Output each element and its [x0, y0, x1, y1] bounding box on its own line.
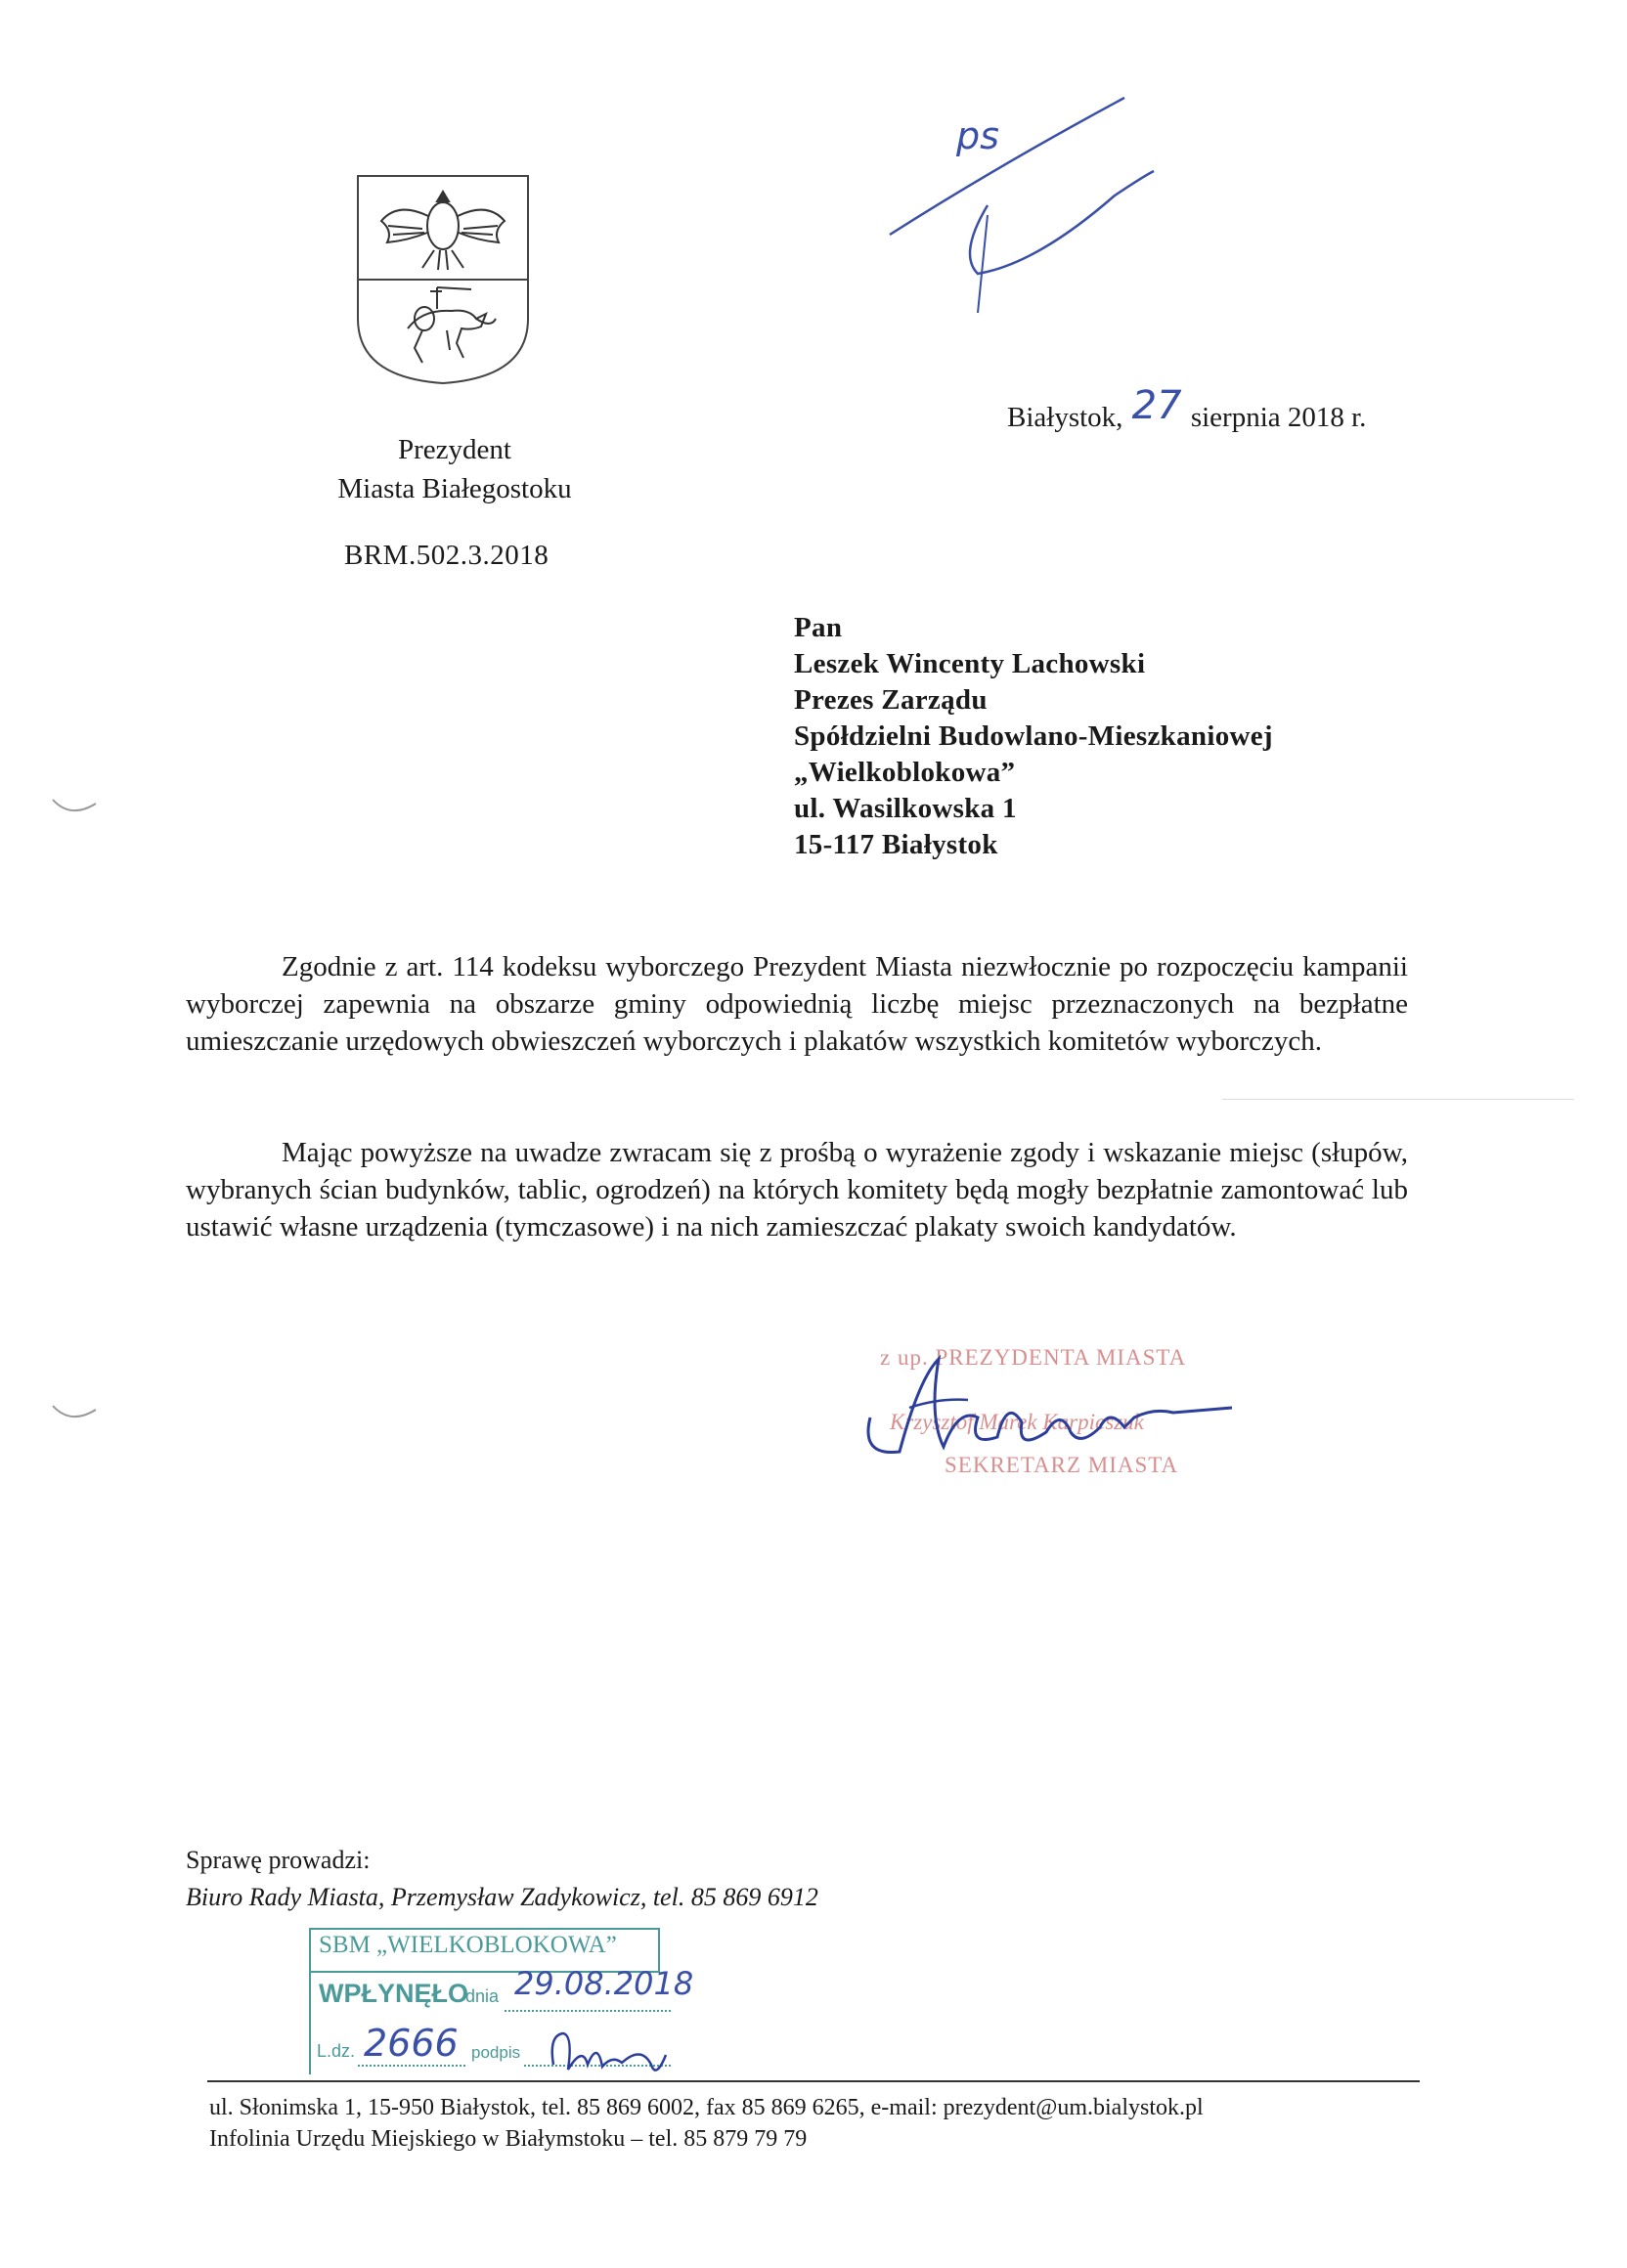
- footer-divider: [207, 2080, 1420, 2082]
- stamp-date-handwritten: 29.08.2018: [514, 1965, 694, 2002]
- date-month-year: sierpnia 2018 r.: [1190, 402, 1367, 433]
- reference-number: BRM.502.3.2018: [344, 540, 550, 571]
- received-stamp: [309, 1928, 700, 2082]
- stamp-number-handwritten: 2666: [364, 2022, 459, 2065]
- body-paragraph-2: [186, 1134, 1408, 1245]
- recipient-line: Prezes Zarządu: [794, 684, 988, 716]
- date-place: Białystok,: [1007, 402, 1123, 433]
- date-line: [1007, 383, 1367, 436]
- recipient-line: Leszek Wincenty Lachowski: [794, 648, 1146, 679]
- paragraph-text: Mając powyższe na uwadze zwracam się z prośbą o wyrażenie zgody i wskazanie miejsc (słupów, wybranych ścian budynków, tablic, ogrodzeń) na których komitety będą mogły bezpłatnie zamontować lub ustawić własne urządzenia (tymczasowe) i na nich zamieszczać plakaty swoich kandydatów.: [186, 1137, 1408, 1243]
- issuer-office: Miasta Białegostoku: [337, 473, 572, 504]
- stamp-date-label: dnia: [465, 1986, 500, 2006]
- handwritten-signature: [851, 1339, 1261, 1505]
- stamp-number-label: L.dz.: [317, 2041, 356, 2061]
- fold-line: [1222, 1099, 1574, 1100]
- recipient-line: „Wielkoblokowa”: [794, 757, 1016, 788]
- stamp-line-2: Krzysztof Marek Karpieszuk: [890, 1410, 1144, 1434]
- date-day-handwritten: 27: [1131, 383, 1182, 428]
- hole-punch-mark: [51, 792, 100, 821]
- stamp-sign-label: podpis: [471, 2043, 521, 2062]
- handled-by-label: Sprawę prowadzi:: [186, 1846, 371, 1874]
- issuer-block: [293, 430, 616, 508]
- signature-stamp: [851, 1339, 1261, 1505]
- recipient-line: Spółdzielni Budowlano-Mieszkaniowej: [794, 720, 1273, 752]
- paragraph-text: Zgodnie z art. 114 kodeksu wyborczego Prezydent Miasta niezwłocznie po rozpoczęciu kampanii wyborczej zapewnia na obszarze gminy odpowiednią liczbę miejsc przeznaczonych na bezpłatne umieszczanie urzędowych obwieszczeń wyborczych i plakatów wszystkich komitetów wyborczych.: [186, 951, 1408, 1057]
- hole-punch-mark: [51, 1398, 100, 1427]
- footer-infoline: Infolinia Urzędu Miejskiego w Białymstoku – tel. 85 879 79 79: [209, 2126, 808, 2152]
- footer: [209, 2092, 1204, 2155]
- recipient-line: 15-117 Białystok: [794, 829, 998, 860]
- stamp-org: SBM „WIELKOBLOKOWA”: [319, 1932, 617, 1958]
- recipient-line: Pan: [794, 612, 843, 643]
- stamp-line-3: SEKRETARZ MIASTA: [945, 1453, 1179, 1477]
- annotation-text: ps: [956, 114, 999, 157]
- stamp-signature: [544, 2026, 690, 2080]
- bialystok-coat-of-arms-icon: [354, 172, 532, 387]
- handled-by-value: Biuro Rady Miasta, Przemysław Zadykowicz, tel. 85 869 6912: [186, 1883, 818, 1911]
- stamp-received-label: WPŁYNĘŁO: [319, 1979, 468, 2008]
- issuer-title: Prezydent: [398, 434, 511, 465]
- recipient-line: ul. Wasilkowska 1: [794, 793, 1017, 824]
- stamp-line-1: z up. PREZYDENTA MIASTA: [880, 1345, 1187, 1370]
- footer-address: ul. Słonimska 1, 15-950 Białystok, tel. 85 869 6002, fax 85 869 6265, e-mail: prezydent@um.bialystok.pl: [209, 2095, 1204, 2120]
- handwritten-annotation: [880, 78, 1173, 323]
- body-paragraph-1: [186, 948, 1408, 1060]
- recipient-address: [794, 610, 1273, 863]
